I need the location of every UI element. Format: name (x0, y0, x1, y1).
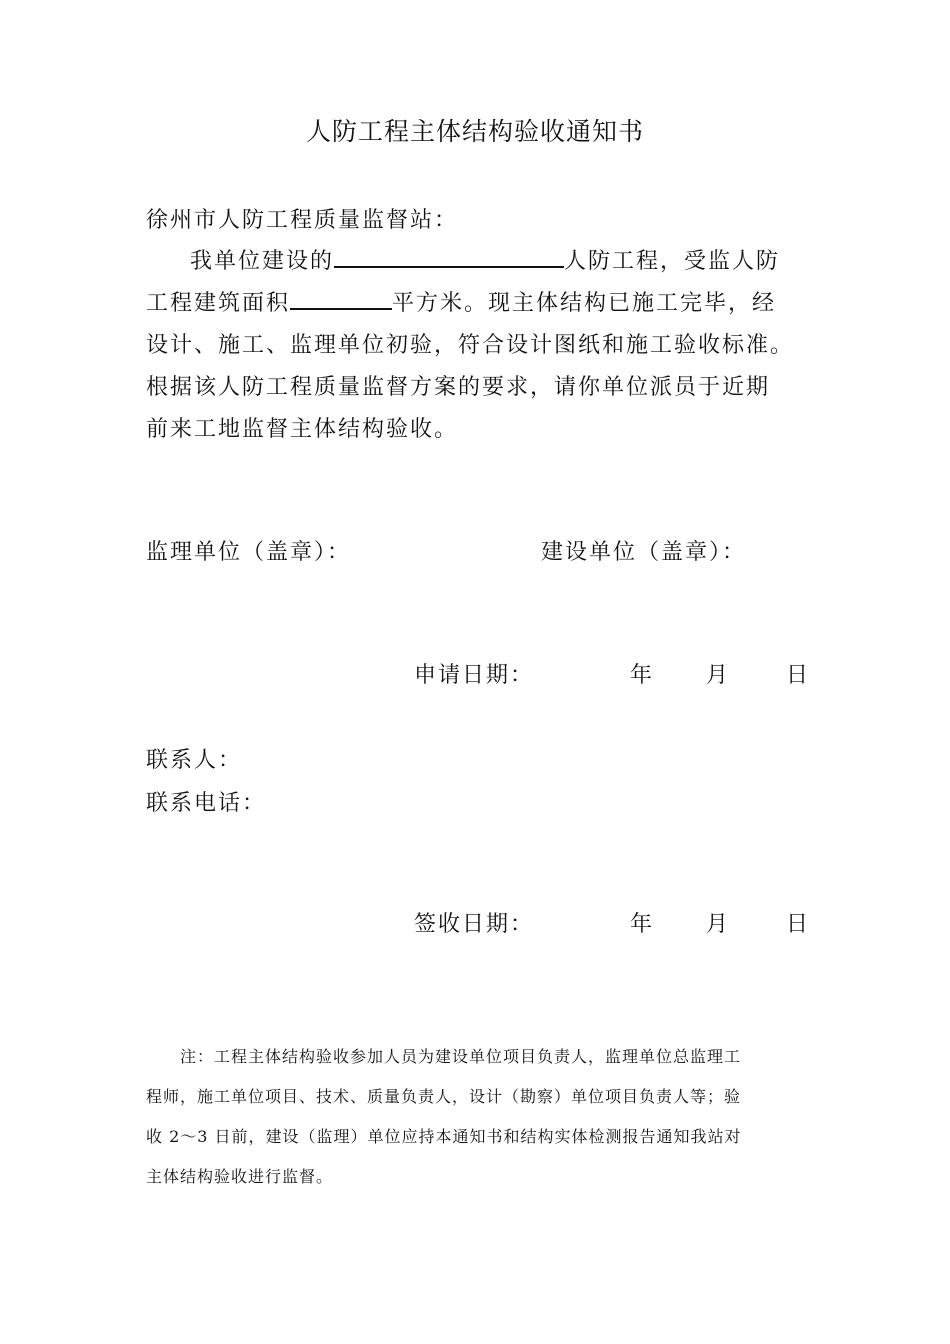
apply-date-label: 申请日期： (414, 663, 535, 688)
addressee: 徐州市人防工程质量监督站： (146, 208, 459, 233)
body-line-4: 根据该人防工程质量监督方案的要求，请你单位派员于近期 (146, 375, 771, 400)
body-line-2-pre: 工程建筑面积 (146, 291, 291, 316)
area-blank[interactable] (290, 286, 392, 310)
body-line-5: 前来工地监督主体结构验收。 (146, 417, 459, 442)
receipt-date-month: 月 (706, 912, 731, 937)
body-line-1-post: 人防工程，受监人防 (564, 249, 781, 274)
body-line-1 (190, 244, 780, 275)
note-line-4: 主体结构验收进行监督。 (146, 1167, 334, 1186)
receipt-date-label: 签收日期： (414, 912, 535, 937)
supervision-seal-label: 监理单位（盖章）： (146, 540, 352, 565)
apply-date-month: 月 (706, 663, 731, 688)
construction-seal-label: 建设单位（盖章）： (541, 540, 747, 565)
apply-date-day: 日 (786, 663, 811, 688)
receipt-date-day: 日 (786, 912, 811, 937)
body-line-3: 设计、施工、监理单位初验，符合设计图纸和施工验收标准。 (146, 333, 795, 358)
note-line-1: 注：工程主体结构验收参加人员为建设单位项目负责人，监理单位总监理工 (180, 1047, 742, 1066)
body-line-1-pre: 我单位建设的 (190, 249, 335, 274)
receipt-date-year: 年 (630, 912, 655, 937)
apply-date-year: 年 (630, 663, 655, 688)
contact-phone-label: 联系电话： (146, 791, 267, 816)
note-line-3: 收 2～3 日前，建设（监理）单位应持本通知书和结构实体检测报告通知我站对 (146, 1127, 742, 1146)
note-line-2: 程师，施工单位项目、技术、质量负责人，设计（勘察）单位项目负责人等；验 (146, 1087, 742, 1106)
body-line-2-post: 平方米。现主体结构已施工完毕，经 (392, 291, 777, 316)
document-title: 人防工程主体结构验收通知书 (305, 117, 644, 146)
contact-person-label: 联系人： (146, 748, 243, 773)
body-line-2 (146, 286, 776, 317)
project-name-blank[interactable] (334, 244, 564, 268)
